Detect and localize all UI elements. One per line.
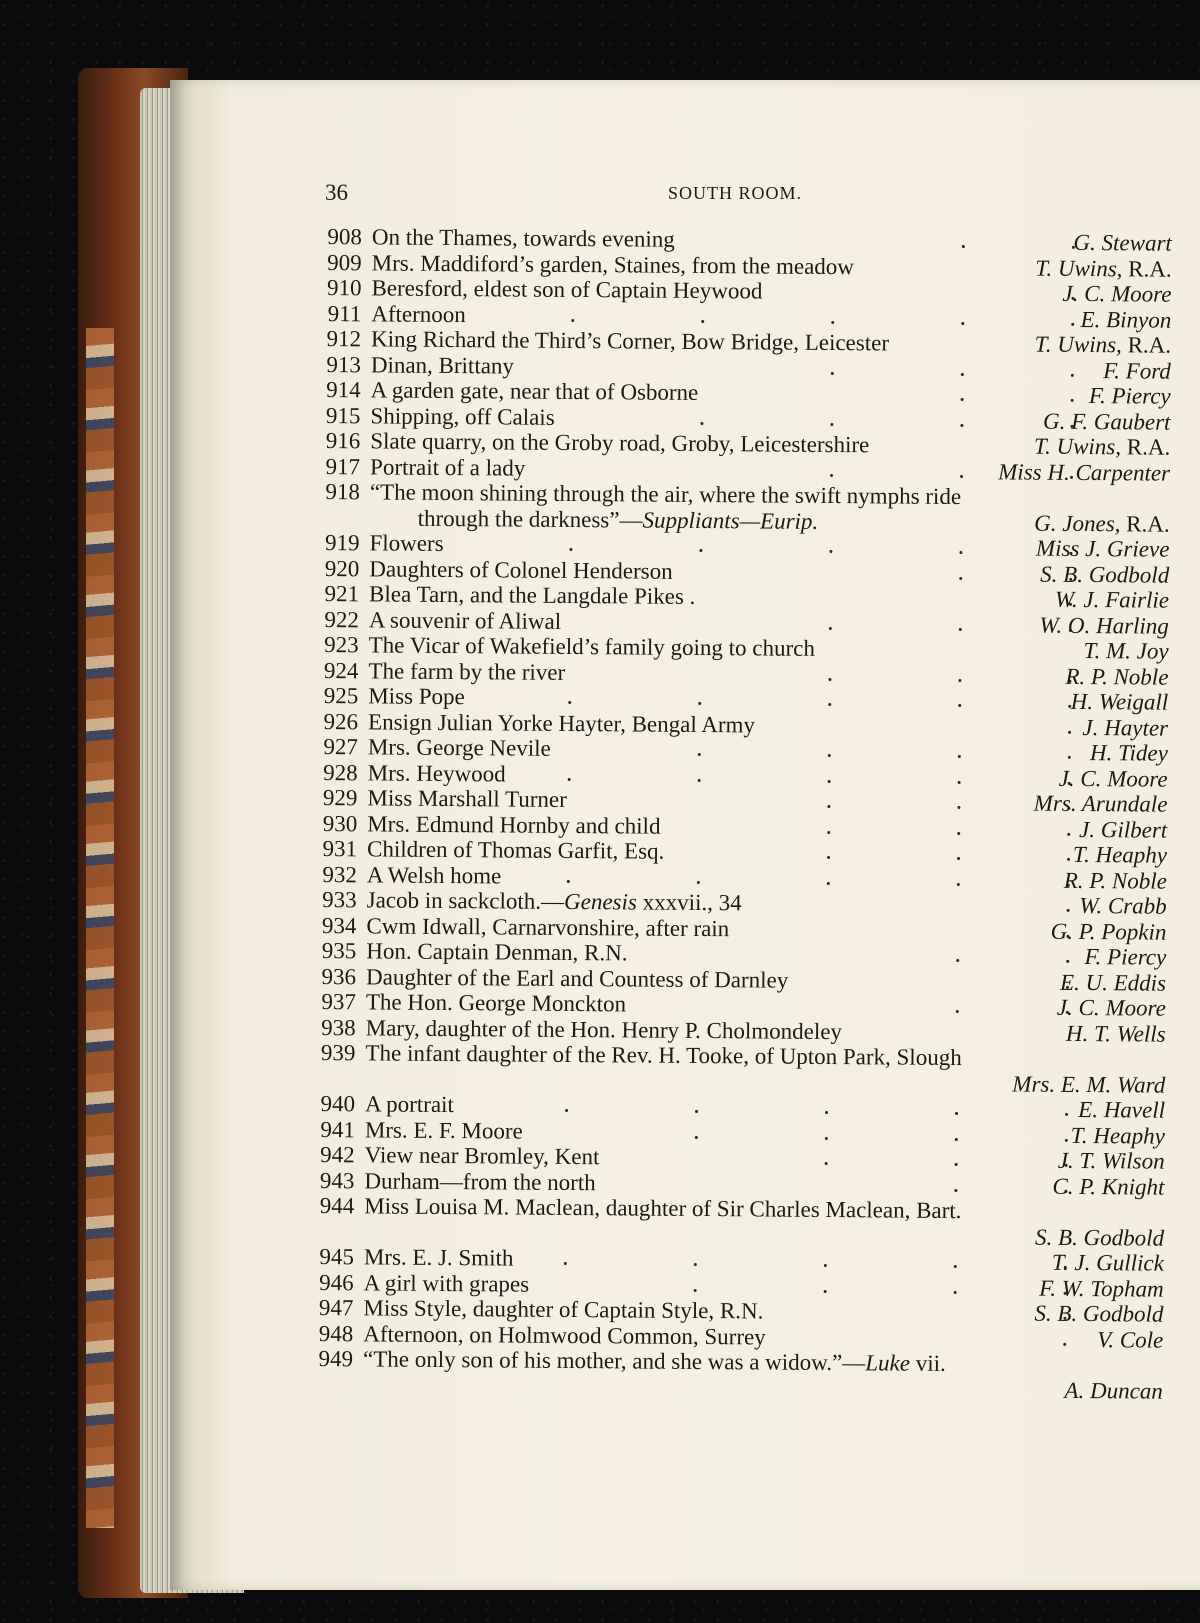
artist-name: J. C. Moore xyxy=(1058,765,1168,792)
entry-title-text: Blea Tarn, and the Langdale Pikes . xyxy=(368,581,696,609)
artist-name: W. O. Harling xyxy=(1039,612,1169,639)
leader-dot xyxy=(569,548,572,551)
entry-number: 935 xyxy=(321,938,357,964)
entry-title-text: View near Bromley, Kent xyxy=(364,1142,600,1170)
artist-name: S. B. Godbold xyxy=(1040,561,1170,588)
entry-artist xyxy=(1079,816,1167,842)
entry-number: 933 xyxy=(322,887,357,913)
entry-number: 938 xyxy=(321,1014,356,1040)
leader-dot xyxy=(695,1135,698,1138)
entry-artist xyxy=(1034,434,1171,461)
entry-number: 942 xyxy=(320,1142,355,1168)
entry-number: 949 xyxy=(318,1346,354,1372)
entry-title-text: A girl with grapes xyxy=(363,1269,530,1297)
entry-number: 909 xyxy=(327,249,362,275)
entry-number: 928 xyxy=(323,759,358,785)
catalogue-entry xyxy=(311,1346,1171,1404)
entry-number: 930 xyxy=(322,810,358,836)
entry-number: 945 xyxy=(319,1244,354,1270)
entry-title-text: Miss Marshall Turner xyxy=(367,785,567,812)
entry-artist xyxy=(1052,1173,1164,1199)
entry-artist xyxy=(1012,1071,1165,1098)
entry-title-italic: Genesis xyxy=(563,888,637,915)
entry-number: 932 xyxy=(322,861,357,887)
leader-dot xyxy=(829,550,832,553)
entry-artist xyxy=(1084,944,1166,970)
entry-artist xyxy=(1064,867,1167,893)
entry-number: 937 xyxy=(321,989,356,1015)
entry-number: 946 xyxy=(319,1269,354,1295)
leader-dot xyxy=(825,1136,828,1139)
leader-dot xyxy=(1067,832,1070,835)
artist-name: T. M. Joy xyxy=(1083,638,1169,664)
entry-title-text: King Richard the Third’s Corner, Bow Bridge, Leicester xyxy=(371,326,890,356)
entry-artist xyxy=(1043,408,1171,434)
leader-dot xyxy=(825,1111,828,1114)
leader-dot xyxy=(828,678,831,681)
artist-name: Mrs. E. M. Ward xyxy=(1012,1070,1166,1098)
artist-name: Mrs. Arundale xyxy=(1033,790,1168,817)
entry-title-text: Children of Thomas Garfit, Esq. xyxy=(366,836,665,864)
entry-title-after: vii. xyxy=(909,1350,946,1376)
artist-name: R. P. Noble xyxy=(1063,867,1167,894)
entry-number: 943 xyxy=(319,1167,355,1193)
leader-dot xyxy=(1071,373,1074,376)
leader-dot xyxy=(694,1288,697,1291)
entry-number: 908 xyxy=(327,224,362,250)
artist-name: A. Duncan xyxy=(1064,1377,1163,1404)
artist-name: V. Cole xyxy=(1097,1326,1164,1353)
leader-dot xyxy=(831,372,834,375)
entry-number: 939 xyxy=(320,1040,356,1066)
leader-dot xyxy=(959,577,962,580)
leader-dot xyxy=(1071,399,1074,402)
artist-suffix: R.A. xyxy=(1122,255,1172,282)
artist-name: T. Uwins, xyxy=(1034,331,1122,358)
entry-number: 917 xyxy=(325,453,361,479)
artist-suffix: R.A. xyxy=(1121,332,1172,358)
leader-dot xyxy=(699,549,702,552)
entry-artist xyxy=(1071,1122,1165,1148)
entry-number: 911 xyxy=(327,300,362,326)
entry-number: 915 xyxy=(325,402,361,428)
entry-artist xyxy=(1035,1224,1164,1251)
entry-title-text: Flowers xyxy=(369,530,444,556)
entry-title xyxy=(366,1015,842,1044)
artist-name: J. Hayter xyxy=(1082,714,1169,741)
catalogue-list xyxy=(311,224,1180,1404)
leader-dot xyxy=(694,1263,697,1266)
leader-dot xyxy=(824,1289,827,1292)
entry-title-text: Mary, daughter of the Hon. Henry P. Cholmondeley xyxy=(365,1014,843,1044)
leader-dot xyxy=(827,831,830,834)
leader-dot xyxy=(958,679,961,682)
entry-number: 912 xyxy=(326,326,362,352)
entry-artist xyxy=(1062,281,1171,307)
leader-dot xyxy=(957,806,960,809)
artist-name: Miss J. Grieve xyxy=(1035,535,1170,562)
entry-artist xyxy=(1083,638,1168,664)
entry-title xyxy=(370,428,869,457)
catalogue-entry xyxy=(318,479,1178,537)
leader-dot xyxy=(830,474,833,477)
page-number: 36 xyxy=(325,180,348,205)
entry-title-text: Mrs. George Nevile xyxy=(367,734,551,761)
artist-name: H. Weigall xyxy=(1070,688,1169,715)
entry-artist xyxy=(1039,1275,1164,1301)
entry-artist xyxy=(1057,995,1166,1021)
entry-artist xyxy=(1036,536,1170,563)
leader-dot xyxy=(959,551,962,554)
leader-dot xyxy=(955,1163,958,1166)
entry-title xyxy=(372,250,854,279)
entry-artist xyxy=(1090,740,1168,766)
entry-title-text: Durham—from the north xyxy=(364,1167,596,1195)
leader-dot xyxy=(831,321,834,324)
entry-artist xyxy=(1071,689,1169,715)
leader-dot xyxy=(954,1265,957,1268)
running-head: SOUTH ROOM. xyxy=(668,183,803,203)
leader-dot xyxy=(1067,909,1070,912)
entry-artist xyxy=(1052,1250,1164,1276)
entry-number: 940 xyxy=(320,1091,356,1117)
entry-title-text: Daughters of Colonel Henderson xyxy=(369,555,673,584)
entry-artist xyxy=(1080,306,1171,332)
entry-artist xyxy=(1097,1327,1163,1353)
entry-title-text: Miss Pope xyxy=(368,683,465,710)
entry-number: 920 xyxy=(324,555,360,581)
artist-name: G. Stewart xyxy=(1073,229,1172,256)
leader-dot xyxy=(961,373,964,376)
artist-name: E. Havell xyxy=(1078,1096,1166,1123)
leader-dot xyxy=(958,755,961,758)
leader-dot xyxy=(1071,322,1074,325)
leader-dot xyxy=(701,319,704,322)
entry-title-text: The Hon. George Monckton xyxy=(365,989,627,1017)
entry-artist xyxy=(1064,1377,1163,1403)
artist-name: J. Gilbert xyxy=(1079,816,1168,843)
artist-name: S. B. Godbold xyxy=(1034,1300,1164,1327)
entry-title-text: Hon. Captain Denman, R.N. xyxy=(366,938,628,966)
entry-number: 931 xyxy=(322,836,358,862)
leader-dot xyxy=(695,1110,698,1113)
entry-number: 914 xyxy=(326,377,361,403)
entry-artist xyxy=(1103,358,1171,384)
leader-dot xyxy=(958,781,961,784)
entry-number: 918 xyxy=(325,479,360,505)
entry-artist xyxy=(1034,791,1168,818)
entry-title-continuation xyxy=(418,505,819,534)
leader-dot xyxy=(1065,1138,1068,1141)
entry-artist xyxy=(1089,383,1171,409)
entry-artist xyxy=(1035,332,1172,359)
artist-name: J. C. Moore xyxy=(1062,280,1172,307)
artist-name: E. U. Eddis xyxy=(1059,969,1167,996)
leader-dot xyxy=(827,856,830,859)
artist-name: E. Binyon xyxy=(1080,306,1172,333)
leader-dot xyxy=(958,704,961,707)
leader-dot xyxy=(565,1109,568,1112)
artist-name: R. P. Noble xyxy=(1065,663,1169,690)
artist-name: H. Tidey xyxy=(1089,740,1168,766)
artist-name: T. Uwins, xyxy=(1035,255,1123,281)
leader-dot xyxy=(961,398,964,401)
leader-dot xyxy=(828,780,831,783)
leader-dot xyxy=(830,423,833,426)
leader-dot xyxy=(957,883,960,886)
artist-name: W. J. Fairlie xyxy=(1054,586,1170,613)
entry-title-text: Mrs. Heywood xyxy=(367,759,506,786)
entry-title-text: A portrait xyxy=(364,1091,454,1118)
leader-dot xyxy=(1067,858,1070,861)
entry-artist xyxy=(1066,1020,1166,1046)
entry-title-text: Miss Style, daughter of Captain Style, R.N. xyxy=(363,1295,764,1324)
entry-title xyxy=(365,1040,961,1070)
entry-artist xyxy=(1051,918,1167,944)
leader-dot xyxy=(960,424,963,427)
entry-title-text: A garden gate, near that of Osborne xyxy=(370,377,699,405)
leader-dot xyxy=(954,1189,957,1192)
leader-dot xyxy=(828,754,831,757)
entry-title-text: Dinan, Brittany xyxy=(370,351,515,379)
entry-title-italic: Luke xyxy=(865,1350,911,1376)
leader-dot xyxy=(1066,960,1069,963)
entry-title-text: “The only son of his mother, and she was a widow.”— xyxy=(362,1346,866,1376)
leader-dot xyxy=(1065,1113,1068,1116)
artist-name: G. Jones, xyxy=(1034,510,1121,536)
entry-title-text: Mrs. E. F. Moore xyxy=(364,1116,523,1144)
leader-dot xyxy=(827,882,830,885)
artist-name: F. Piercy xyxy=(1084,944,1167,970)
entry-title-text: Afternoon xyxy=(371,300,466,327)
entry-title-text: Cwm Idwall, Carnarvonshire, after rain xyxy=(366,912,730,941)
entry-number: 929 xyxy=(322,785,358,811)
leader-dot xyxy=(1063,1342,1066,1345)
entry-number: 927 xyxy=(323,734,358,760)
entry-artist xyxy=(1073,842,1167,868)
leader-dot xyxy=(568,701,571,704)
entry-title-text: Daughter of the Earl and Countess of Darnley xyxy=(365,963,789,993)
entry-number: 923 xyxy=(324,632,359,658)
page-header xyxy=(325,180,1145,210)
catalogue-entry xyxy=(313,1040,1173,1098)
leader-dot xyxy=(698,702,701,705)
entry-title-text: On the Thames, towards evening xyxy=(371,224,675,252)
leader-dot xyxy=(698,753,701,756)
marbled-endpaper xyxy=(86,328,114,1528)
artist-name: F. W. Topham xyxy=(1039,1275,1164,1302)
leader-dot xyxy=(827,805,830,808)
artist-name: W. Crabb xyxy=(1079,892,1167,919)
artist-suffix: R.A. xyxy=(1120,434,1171,460)
entry-number: 925 xyxy=(323,683,359,709)
entry-title-text: Mrs. Edmund Hornby and child xyxy=(367,810,661,839)
artist-name: J. C. Moore xyxy=(1056,994,1166,1021)
leader-dot xyxy=(824,1264,827,1267)
entry-title xyxy=(363,1346,946,1376)
entry-number: 944 xyxy=(319,1193,355,1219)
entry-title-text: The farm by the river xyxy=(368,657,566,685)
leader-dot xyxy=(956,1010,959,1013)
entry-number: 919 xyxy=(324,530,360,556)
artist-name: T. Uwins, xyxy=(1033,433,1122,460)
entry-title-text: Mrs. Maddiford’s garden, Staines, from the meadow xyxy=(371,249,855,279)
artist-name: J. T. Wilson xyxy=(1057,1147,1165,1174)
artist-name: Miss H. Carpenter xyxy=(998,458,1171,486)
entry-artist xyxy=(1060,969,1166,995)
leader-dot xyxy=(828,703,831,706)
artist-name: F. Ford xyxy=(1103,357,1171,384)
entry-title-text: Miss Louisa M. Maclean, daughter of Sir Charles Maclean, Bart. xyxy=(364,1193,962,1224)
entry-title-text: Jacob in sackcloth.— xyxy=(366,887,565,914)
entry-title-text: A souvenir of Aliwal xyxy=(368,606,562,634)
artist-name: T. Heaphy xyxy=(1072,841,1168,868)
entry-number: 913 xyxy=(326,351,361,377)
artist-name: G. F. Gaubert xyxy=(1043,408,1171,435)
leader-dot xyxy=(568,777,571,780)
leader-dot xyxy=(957,832,960,835)
entry-number: 934 xyxy=(321,912,357,938)
entry-artist xyxy=(1034,510,1170,537)
leader-dot xyxy=(955,1112,958,1115)
entry-title-text: Slate quarry, on the Groby road, Groby, Leicestershire xyxy=(370,428,870,458)
entry-number: 947 xyxy=(318,1295,354,1321)
leader-dot xyxy=(571,318,574,321)
entry-title-text: Portrait of a lady xyxy=(369,453,526,481)
entry-number: 936 xyxy=(321,963,357,989)
leader-dot xyxy=(957,857,960,860)
entry-artist xyxy=(1055,587,1169,613)
entry-artist xyxy=(998,459,1170,486)
entry-artist xyxy=(1073,230,1172,256)
leader-dot xyxy=(955,1138,958,1141)
leader-dot xyxy=(956,959,959,962)
entry-artist xyxy=(1082,715,1168,741)
entry-artist xyxy=(1065,663,1168,689)
entry-title-text: Ensign Julian Yorke Hayter, Bengal Army xyxy=(367,708,756,737)
entry-title-text: Mrs. E. J. Smith xyxy=(363,1244,514,1271)
entry-title-text: Shipping, off Calais xyxy=(370,402,555,430)
entry-number: 910 xyxy=(326,275,362,301)
entry-artist xyxy=(1035,255,1172,282)
leader-dot xyxy=(1068,730,1071,733)
leader-dot xyxy=(959,628,962,631)
leader-dot xyxy=(697,880,700,883)
leader-dot xyxy=(698,778,701,781)
entry-number: 924 xyxy=(323,657,359,683)
entry-number: 922 xyxy=(324,606,359,632)
leader-dot xyxy=(825,1162,828,1165)
entry-title-text: “The moon shining through the air, where the swift nymphs ride xyxy=(369,479,962,510)
leader-dot xyxy=(961,322,964,325)
leader-dot xyxy=(564,1262,567,1265)
entry-number: 916 xyxy=(325,428,361,454)
entry-title-text: Beresford, eldest son of Captain Heywood xyxy=(371,275,763,304)
entry-title-cont-text: through the darkness”— xyxy=(417,505,643,533)
entry-title xyxy=(364,1193,961,1223)
artist-name: T. J. Gullick xyxy=(1051,1249,1164,1276)
artist-name: T. Heaphy xyxy=(1070,1122,1165,1149)
entry-title-text: The Vicar of Wakefield’s family going to church xyxy=(368,632,815,661)
entry-title-text: Afternoon, on Holmwood Common, Surrey xyxy=(363,1320,766,1350)
entry-title-cont-italic: Suppliants—Eurip. xyxy=(642,507,819,534)
entry-number: 926 xyxy=(323,708,359,734)
artist-name: S. B. Godbold xyxy=(1034,1224,1165,1251)
leader-dot xyxy=(700,421,703,424)
entry-number: 941 xyxy=(320,1116,355,1142)
leader-dot xyxy=(829,627,832,630)
entry-number: 921 xyxy=(324,581,360,607)
leader-dot xyxy=(1068,756,1071,759)
entry-number: 948 xyxy=(318,1320,354,1346)
entry-title-after: xxxvii., 34 xyxy=(636,889,742,916)
artist-name: H. T. Wells xyxy=(1065,1020,1166,1047)
artist-name: C. P. Knight xyxy=(1052,1173,1165,1200)
entry-artist xyxy=(1039,612,1169,639)
entry-artist xyxy=(1079,893,1167,919)
leader-dot xyxy=(954,1291,957,1294)
artist-suffix: R.A. xyxy=(1120,510,1170,537)
entry-artist xyxy=(1040,561,1169,588)
entry-artist xyxy=(1034,1301,1163,1328)
entry-artist xyxy=(1078,1097,1165,1123)
leader-dot xyxy=(962,245,965,248)
artist-name: F. Piercy xyxy=(1088,383,1171,409)
entry-artist xyxy=(1059,765,1168,791)
artist-name: G. P. Popkin xyxy=(1050,918,1167,945)
leader-dot xyxy=(960,475,963,478)
catalogue-entry xyxy=(312,1193,1172,1251)
entry-title-text: A Welsh home xyxy=(366,861,502,888)
entry-artist xyxy=(1058,1148,1165,1174)
leader-dot xyxy=(567,879,570,882)
entry-title xyxy=(369,632,815,661)
entry-title-text: The infant daughter of the Rev. H. Tooke, of Upton Park, Slough xyxy=(365,1040,962,1071)
